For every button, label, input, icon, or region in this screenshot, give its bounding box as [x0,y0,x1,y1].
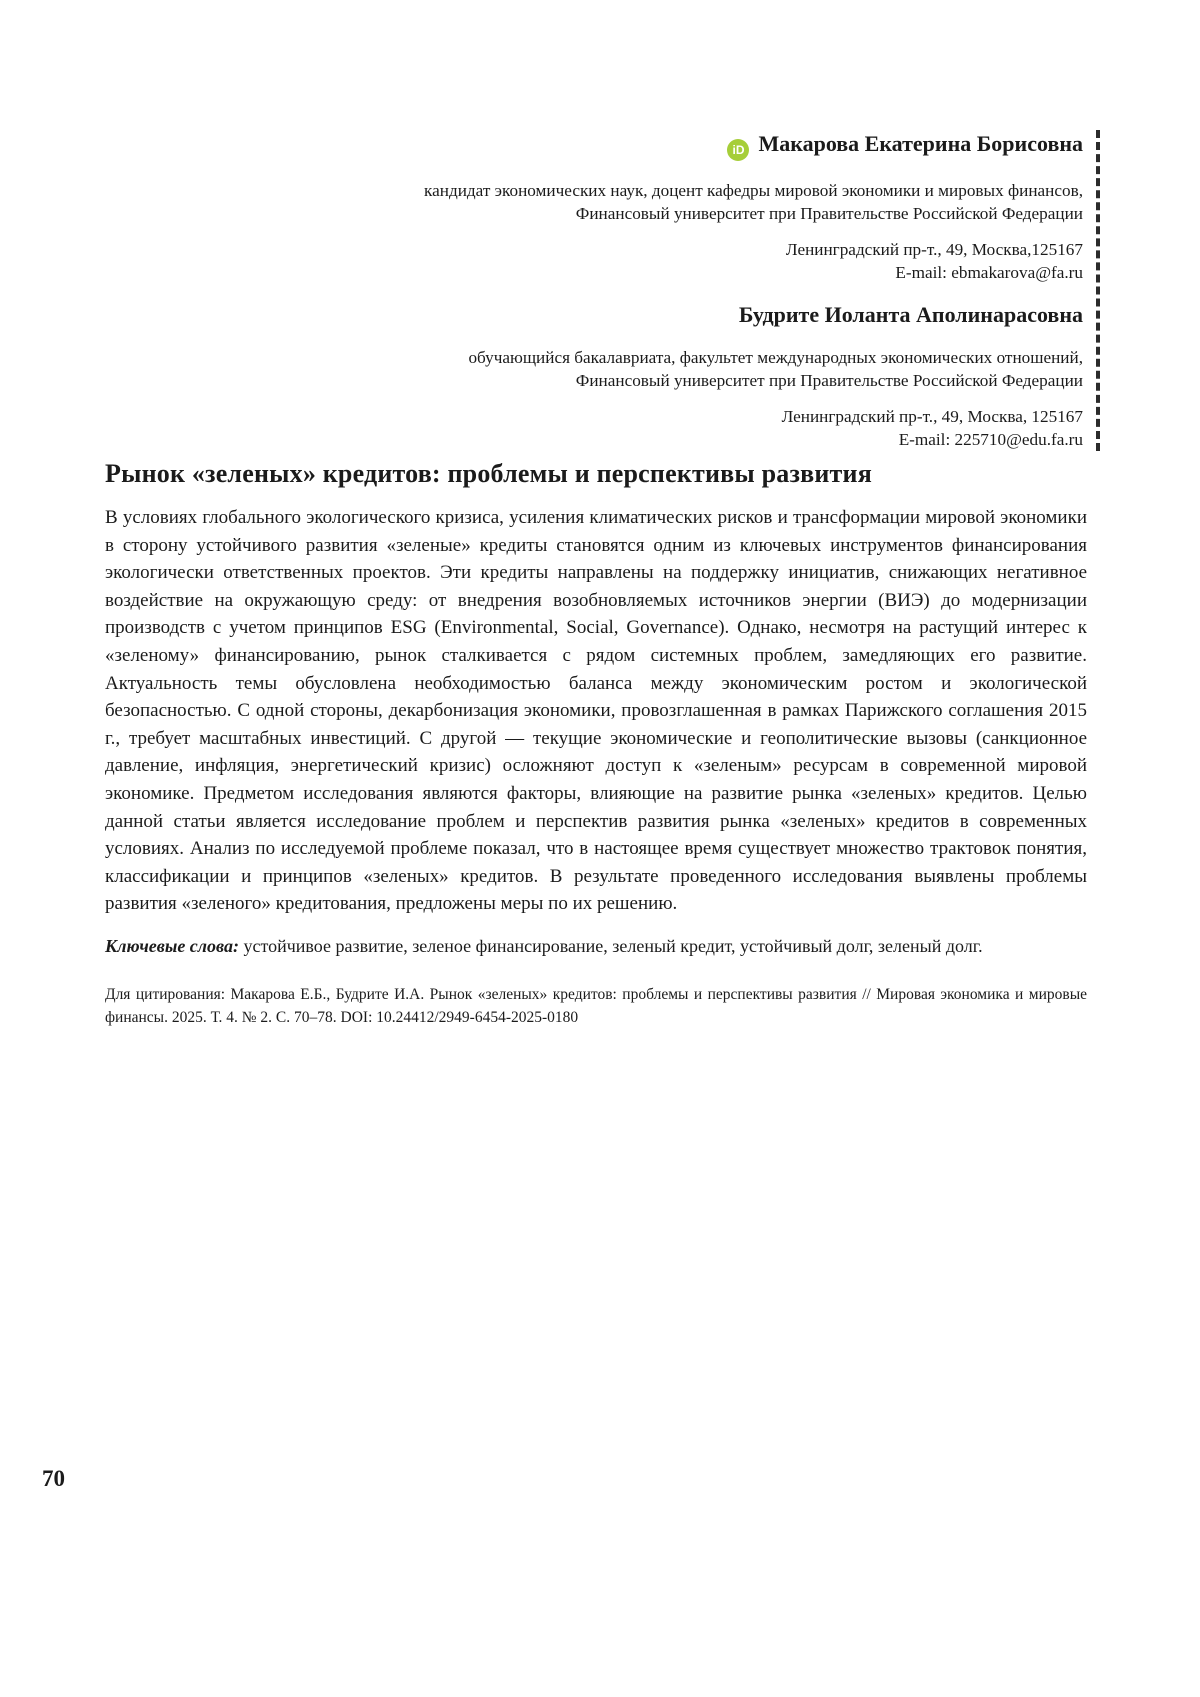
keywords-text: устойчивое развитие, зеленое финансирование, зеленый кредит, устойчивый долг, зеленый долг. [243,935,983,956]
article-title: Рынок «зеленых» кредитов: проблемы и перспективы развития [105,459,872,488]
keywords-label: Ключевые слова: [105,935,239,956]
author-name: Макарова Екатерина Борисовна [758,131,1083,156]
affiliation-line: обучающийся бакалавриата, факультет международных экономических отношений, [468,348,1083,367]
author-affiliation [270,179,1083,225]
article-main [105,458,1087,1029]
affiliation-line: кандидат экономических наук, доцент кафедры мировой экономики и мировых финансов, [424,181,1083,200]
author-entry [270,301,1083,451]
abstract-text: В условиях глобального экологического кризиса, усиления климатических рисков и трансформации мировой экономики в сторону устойчивого развития «зеленые» кредиты становятся одним из ключевых инструментов финансирования экологически ответственных проектов. Эти кредиты направлены на поддержку инициатив, снижающих негативное воздействие на окружающую среду: от внедрения возобновляемых источников энергии (ВИЭ) до модернизации производств с учетом принципов ESG (Environmental, Social, Governance). Однако, несмотря на растущий интерес к «зеленому» финансированию, рынок сталкивается с рядом системных проблем, замедляющих его развитие. Актуальность темы обусловлена необходимостью баланса между экономическим ростом и экологической безопасностью. С одной стороны, декарбонизация экономики, провозглашенная в рамках Парижского соглашения 2015 г., требует масштабных инвестиций. С другой — текущие экономические и геополитические вызовы (санкционное давление, инфляция, энергетический кризис) осложняют доступ к «зеленым» ресурсам в современной мировой экономике. Предметом исследования являются факторы, влияющие на развитие рынка «зеленых» кредитов. Целью данной статьи является исследование проблем и перспектив развития рынка «зеленых» кредитов в современных условиях. Анализ по исследуемой проблеме показал, что в настоящее время существует множество трактовок понятия, классификации и принципов «зеленых» кредитов. В результате проведенного исследования выявлены проблемы развития «зеленого» кредитования, предложены меры по их решению. [105,507,1087,915]
author-name: Будрите Иоланта Аполинарасовна [738,302,1083,327]
author-name-row [270,130,1083,161]
citation-text: Для цитирования: Макарова Е.Б., Будрите И.А. Рынок «зеленых» кредитов: проблемы и перспективы развития // Мировая экономика и мировые финансы. 2025. Т. 4. № 2. С. 70–78. DOI: 10.24412/2949-6454-2025-0180 [105,985,1087,1026]
author-address: Ленинградский пр-т., 49, Москва,125167 [785,240,1083,259]
author-contact [270,405,1083,451]
author-contact [270,238,1083,284]
author-affiliation [270,346,1083,392]
affiliation-line: Финансовый университет при Правительстве Российской Федерации [575,371,1083,390]
orcid-icon: iD [727,139,749,161]
author-email: E-mail: ebmakarova@fa.ru [895,263,1083,282]
keywords-line [105,934,1087,959]
author-email: E-mail: 225710@edu.fa.ru [898,430,1083,449]
affiliation-line: Финансовый университет при Правительстве Российской Федерации [575,204,1083,223]
page-number: 70 [42,1466,65,1491]
author-name-row [270,301,1083,328]
authors-block [270,130,1100,451]
author-entry [270,130,1083,284]
author-address: Ленинградский пр-т., 49, Москва, 125167 [781,407,1083,426]
